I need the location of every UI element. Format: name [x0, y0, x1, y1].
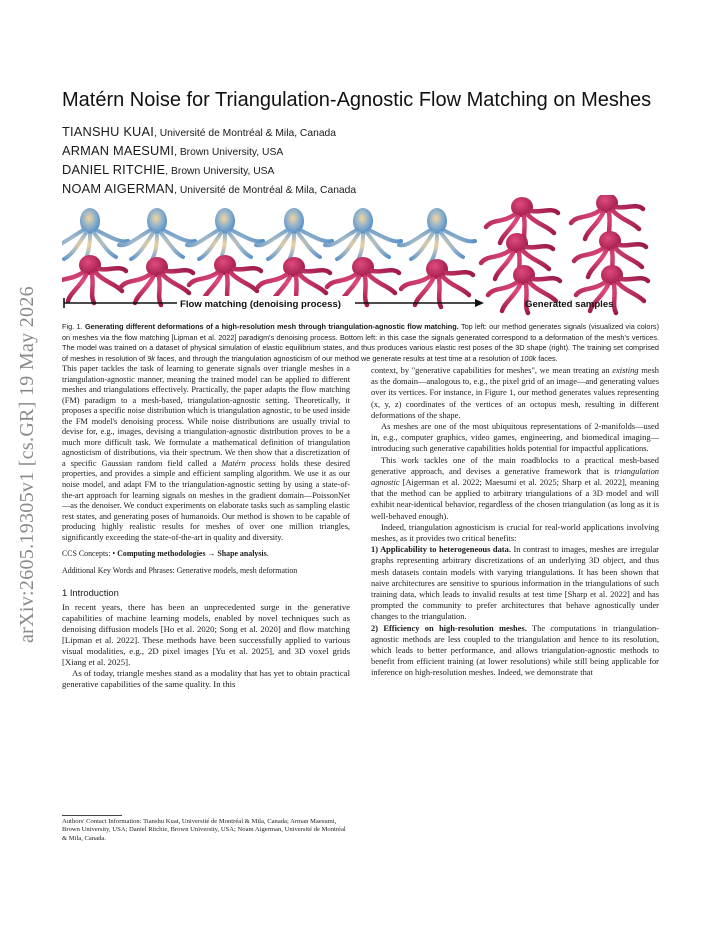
abstract-emphasis: Matérn process — [221, 458, 276, 468]
author-list — [62, 123, 622, 199]
signal-mesh — [325, 208, 401, 265]
body-text: In contrast to images, meshes are irregular graphs representing arbitrary discretizations of an underlying 3D object, and thus mesh datasets contain models with varying triangulations. It has been shown that naive architectures are sensitive to spurious information in the triangulations of such training data, which leads to invalid results at test time [Sharp et al. 2022] and has prompted the community to prefer architectures that behave agnostically under changes to the triangulation. — [371, 544, 659, 622]
intro-section — [62, 602, 350, 690]
body-text: mesh as the domain—analogous to, e.g., the pixel grid of an image—and generating values over its vertices. For instance, in Figure 1, our method generates values representing (x, y, z) coordinates of the vertices of an octopus mesh, resulting in different deformations of the shape. — [371, 365, 660, 420]
author-name: TIANSHU KUAI — [62, 124, 154, 139]
flow-label: Flow matching (denoising process) — [180, 299, 341, 310]
intro-paragraph: In recent years, there has been an unprecedented surge in the generative capabilities of machine learning models, enabled by novel techniques such as denoising diffusion models [Ho et al. 2020; Song et al. 2020] and flow matching [Lipman et al. 2022]. These methods have been successfully applied to various visual modalities, e.g., 2D pixel images [Yu et al. 2025], and 3D voxel grids [Xiang et al. 2025]. — [62, 601, 350, 668]
right-column — [371, 365, 659, 679]
paper-title: Matérn Noise for Triangulation-Agnostic Flow Matching on Meshes — [62, 89, 652, 111]
intro-paragraph: As of today, triangle meshes stand as a modality that has yet to obtain practical generative capabilities of the same quality. In this — [62, 668, 350, 690]
author-affiliation: , Brown University, USA — [174, 147, 284, 158]
caption-text2: faces, and through the triangulation agnosticism of our method we generate results at test time at a resolution of — [156, 353, 519, 363]
caption-res-test: 100k — [520, 353, 537, 363]
body-emphasis: triangulation agnostic — [371, 465, 660, 488]
deformed-mesh — [189, 255, 261, 303]
author-name: ARMAN MAESUMI — [62, 143, 175, 158]
author-line — [62, 161, 622, 180]
author-name: NOAM AIGERMAN — [62, 181, 175, 196]
abstract-text: holds these desired properties, and provides a simple and efficient sampling algorithm. We use it as our noise model, and adapt FM to the triangulation-agnostic setting by using a state-of-the-art approach for learning signals on meshes in the gradient domain—PoissonNet—as the denoiser. We conduct experiments on elaborate tasks such as sampling elastic rest states, and generating poses of humanoids. Our method is shown to be capable of producing highly realistic results for meshes of over one million triangles, significantly exceeding the state-of-the-art in quality and diversity. — [62, 458, 351, 542]
arxiv-stamp: arXiv:2605.19305v1 [cs.GR] 19 May 2026 — [16, 286, 38, 643]
figure-caption — [62, 322, 659, 364]
author-affiliation: , Brown University, USA — [165, 166, 275, 177]
author-name: DANIEL RITCHIE — [62, 162, 166, 177]
flow-arrow-head — [475, 299, 484, 307]
ccs-bold: Computing methodologies → Shape analysis — [117, 549, 267, 559]
author-line — [62, 142, 622, 161]
caption-text: Top left: our method generates signals (visualized via colors) on meshes via the flow matching [Lipman et al. 2022] paradigm's denoising process. Bottom left: in this case the signals generated correspond to a deformation of the mesh's vertices. The model was trained on a dataset of physical simulation of elastic equilibrium states, and thus produces various elastic rest poses of the 3D shape (right). The training set comprised of meshes in resolution of — [62, 322, 659, 363]
footnote: Authors' Contact Information: Tianshu Kuai, Université de Montréal & Mila, Canada; Arman Maesumi, Brown University, USA; Daniel Ritchie, Brown University, USA; Noam Aigerman, Université de Montréal & Mila, Canada. — [62, 818, 346, 842]
abstract-text: This paper tackles the task of learning to generate signals over triangle meshes in a triangulation-agnostic manner, meaning the trained model can be applied to different meshes and triangulations effectively. Practically, the paper adapts the flow matching (FM) paradigm to a mesh-based, triangulation-agnostic setting. Theoretically, it proposes a specific noise distribution which is triangulation agnostic, to be used inside the FM model's denoising process. While noise distributions are usually trivial to devise for, e.g., images, devising a triangulation-agnostic distribution proves to be a much more difficult task. We formulate a mathematical definition of triangulation agnosticism of distributions, via their spectrum. We then show that a discretization of a specific Gaussian random field called a — [62, 364, 350, 468]
signal-mesh — [119, 208, 195, 265]
body-emphasis: existing — [612, 365, 639, 375]
author-line — [62, 123, 622, 142]
footnote-rule — [62, 815, 122, 816]
signal-mesh — [399, 208, 475, 265]
signal-mesh — [256, 208, 332, 265]
body-text: context, by "generative capabilities for meshes", we mean treating an — [371, 365, 610, 375]
body-text: [Aigerman et al. 2022; Maesumi et al. 2025; Sharp et al. 2022], meaning that the method can be applied to arbitrary triangulations of a 3D model and will exhibit near-identical behavior, regardless of the chosen triangulation (as long as it is well-behaved enough). — [371, 477, 659, 521]
generated-label: Generated samples — [525, 299, 614, 310]
benefit-heading: 2) Efficiency on high-resolution meshes. — [371, 622, 527, 633]
body-paragraph: As meshes are one of the most ubiquitous representations of 2-manifolds—used in, e.g., computer graphics, video games, engineering, and biomedical imaging—introducing such generative capabilities holds potential for impactful applications. — [371, 421, 659, 454]
body-paragraph — [371, 623, 659, 679]
caption-label: Fig. 1. — [62, 322, 83, 331]
benefit-heading: 1) Applicability to heterogeneous data. — [371, 544, 511, 555]
ccs-concepts — [62, 549, 350, 560]
author-affiliation: , Université de Montréal & Mila, Canada — [154, 128, 336, 139]
deformed-mesh — [62, 255, 126, 303]
body-text: This work tackles one of the main roadblocks to a practical mesh-based generative approach, and devises a generative framework that is — [371, 454, 659, 476]
body-paragraph — [371, 544, 659, 622]
ccs-label: CCS Concepts: • — [62, 549, 116, 559]
body-paragraph — [371, 455, 659, 522]
caption-bold: Generating different deformations of a high-resolution mesh through triangulation-agnostic flow matching. — [84, 322, 459, 331]
keywords: Additional Key Words and Phrases: Generative models, mesh deformation — [62, 565, 298, 575]
body-paragraph — [371, 365, 659, 421]
ccs-end: . — [266, 549, 269, 559]
caption-text3: faces. — [538, 353, 558, 363]
author-affiliation: , Université de Montréal & Mila, Canada — [174, 185, 357, 196]
deformed-mesh — [401, 259, 473, 307]
left-column — [62, 364, 350, 690]
abstract-paragraph — [62, 364, 350, 543]
section-heading: 1 Introduction — [62, 587, 119, 599]
body-text: The computations in triangulation-agnostic methods are less coupled to the triangulation and hence to its resolution, which leads to better performance, and allows triangulation-agnostic methods to benefit from efficient training (at lower resolutions) while still being applicable for inference on high-resolution meshes. Indeed, we demonstrate that — [371, 622, 659, 678]
abstract — [62, 364, 350, 543]
body-paragraph: Indeed, triangulation agnosticism is crucial for real-world applications involving meshes, as it provides two critical benefits: — [371, 521, 659, 544]
caption-res-train: 9k — [147, 353, 155, 363]
